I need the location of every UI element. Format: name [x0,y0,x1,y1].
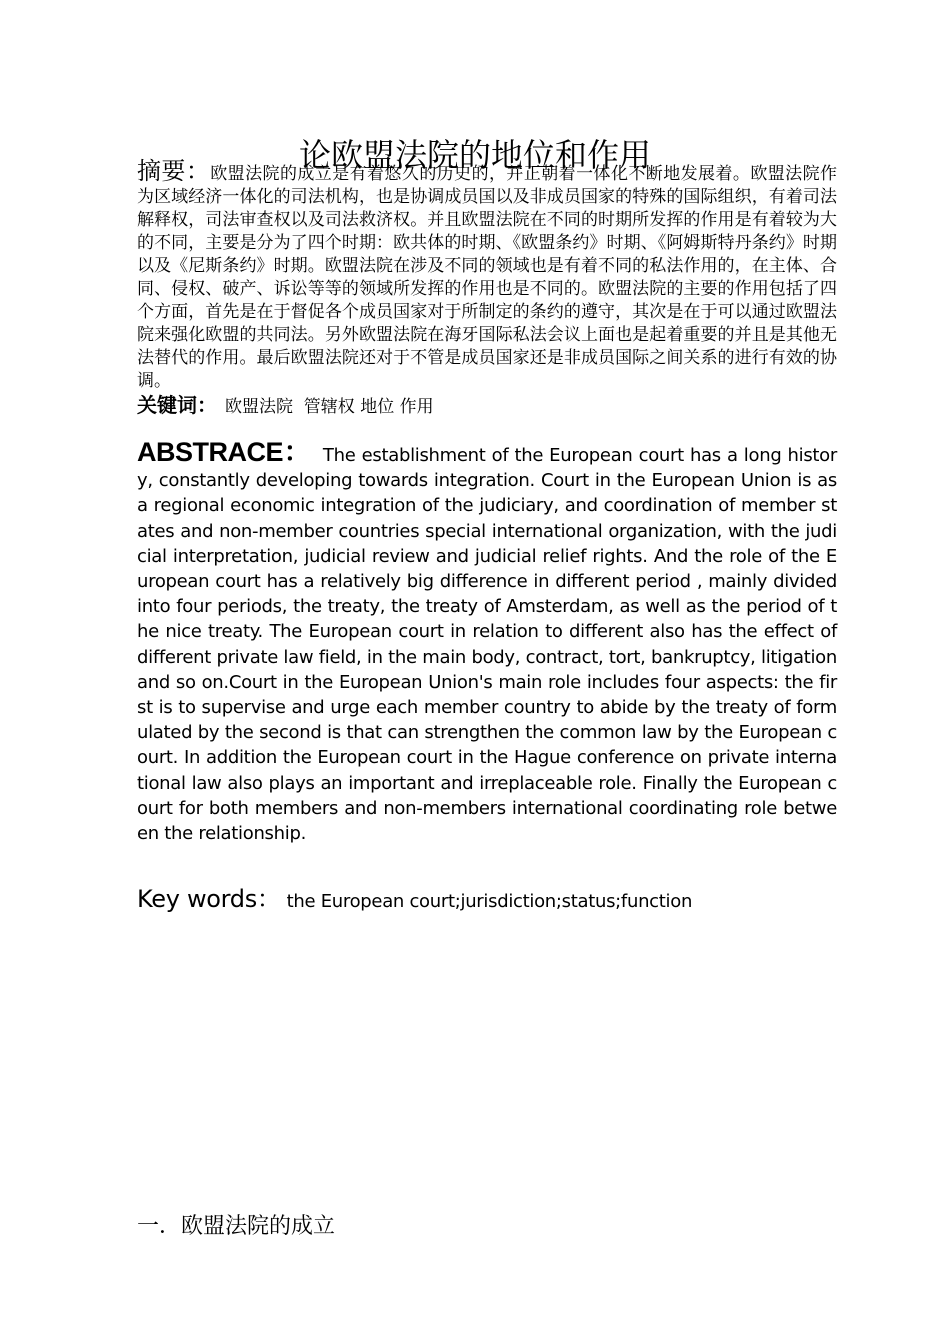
chinese-abstract [137,157,838,393]
english-abstract [137,437,837,846]
section-heading: 一．欧盟法院的成立 [137,1214,336,1239]
english-keywords-label: Key words： [137,885,281,913]
english-abstract-text: The establishment of the European court has a long history, constantly developing towards integration. Court in the European Union is as a regional economic integration of the judiciary, and coordination of member states and non-member countries special international organization, with the judicial interpretation, judicial review and judicial relief rights. And the role of the European court has a relatively big difference in different period , mainly divided into four periods, the treaty, the treaty of Amsterdam, as well as the period of the nice treaty. The European court in relation to different also has the effect of different private law field, in the main body, contract, tort, bankruptcy, litigation and so on.Court in the European Union's main role includes four aspects: the first is to supervise and urge each member country to abide by the treaty of formulated by the second is that can strengthen the common law by the European court. In addition the European court in the Hague conference on private international law also plays an important and irreplaceable role. Finally the European court for both members and non-members international coordinating role between the relationship. [137,445,837,845]
chinese-abstract-text: 欧盟法院的成立是有着悠久的历史的，并正朝着一体化不断地发展着。欧盟法院作为区域经济一体化的司法机构，也是协调成员国以及非成员国家的特殊的国际组织，有着司法解释权，司法审查权以及司法救济权。并且欧盟法院在不同的时期所发挥的作用是有着较为大的不同，主要是分为了四个时期：欧共体的时期、《欧盟条约》时期、《阿姆斯特丹条约》时期以及《尼斯条约》时期。欧盟法院在涉及不同的领域也是有着不同的私法作用的，在主体、合同、侵权、破产、诉讼等等的领域所发挥的作用也是不同的。欧盟法院的主要的作用包括了四个方面，首先是在于督促各个成员国家对于所制定的条约的遵守，其次是在于可以通过欧盟法院来强化欧盟的共同法。另外欧盟法院在海牙国际私法会议上面也是起着重要的并且是其他无法替代的作用。最后欧盟法院还对于不管是成员国家还是非成员国际之间关系的进行有效的协调。 [137,164,838,391]
chinese-keywords-text: 欧盟法院 管辖权 地位 作用 [225,397,434,417]
english-keywords [137,884,837,917]
document-title: 论欧盟法院的地位和作用 [298,136,651,175]
chinese-abstract-label: 摘要： [137,157,211,185]
chinese-keywords [137,392,837,420]
chinese-keywords-label: 关键词： [137,393,217,417]
english-keywords-text: the European court;jurisdiction;status;function [286,891,693,912]
english-abstract-label: ABSTRACE： [137,437,311,467]
